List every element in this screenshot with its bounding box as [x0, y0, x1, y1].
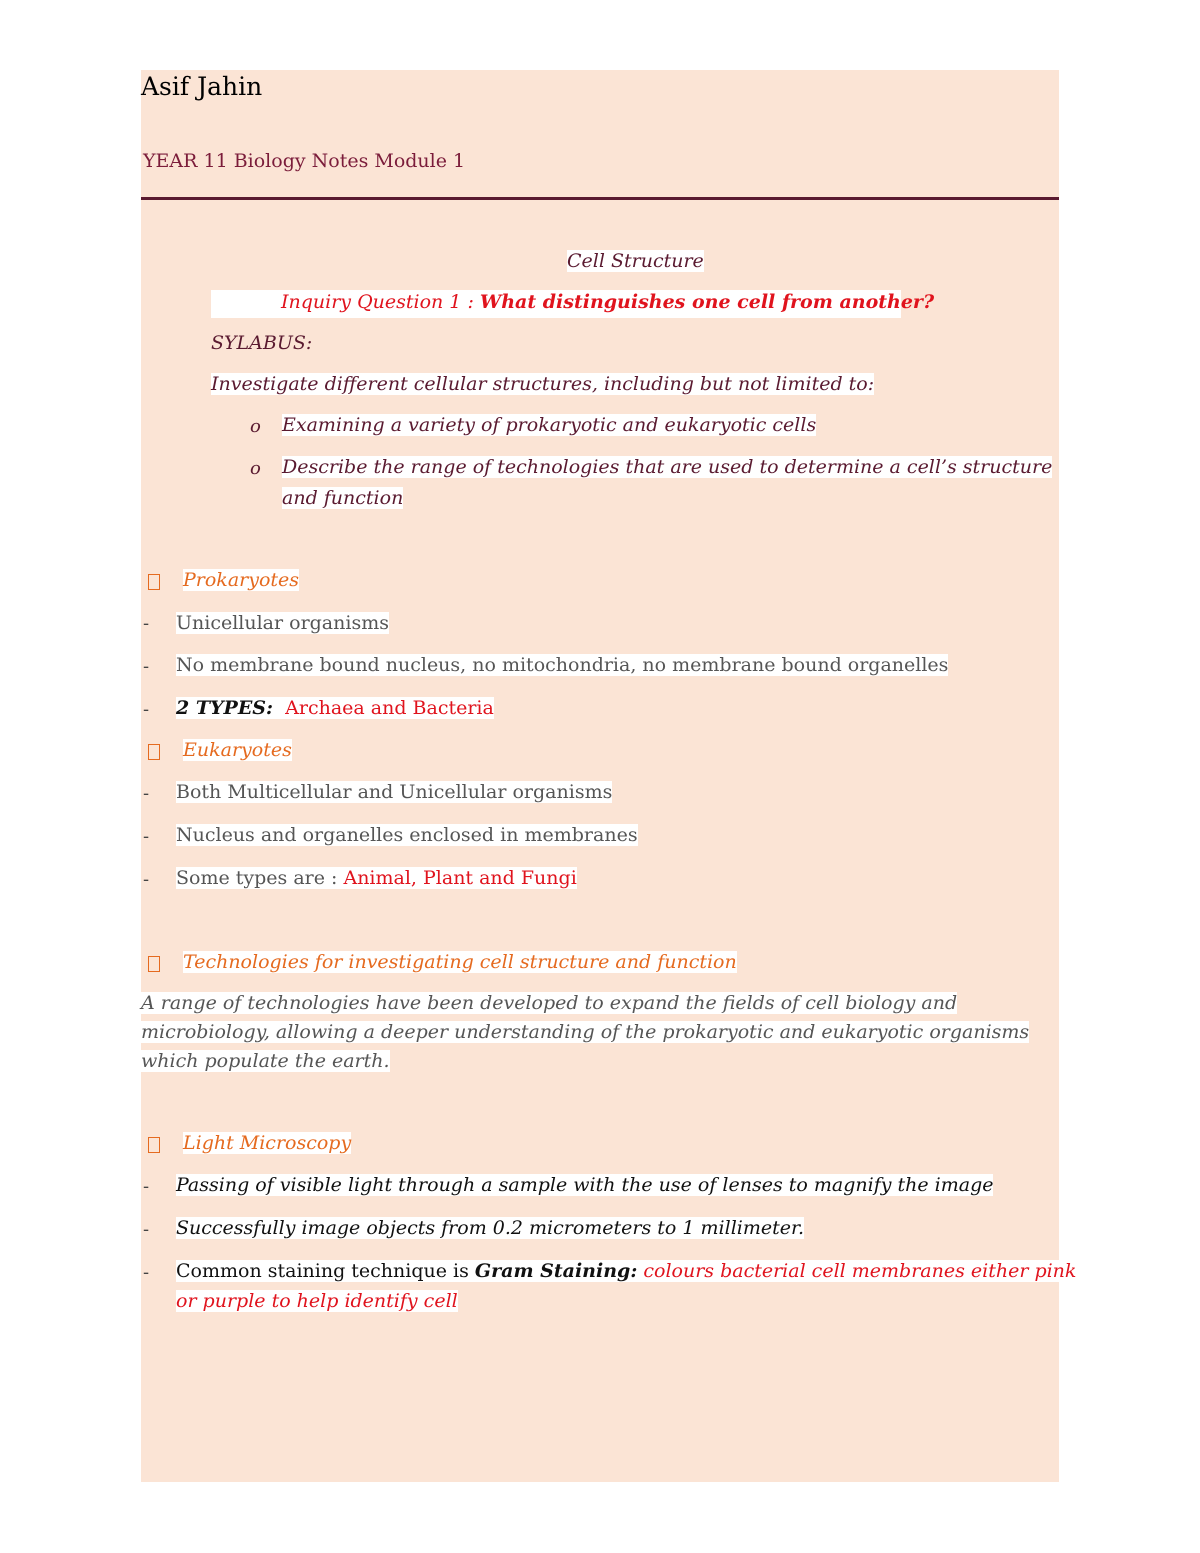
eukaryote-types-label: Some types are : — [176, 867, 344, 889]
section-box-icon — [148, 956, 160, 972]
dash-marker: - — [143, 656, 150, 677]
prokaryotes-item-3 — [176, 697, 494, 719]
section-box-icon — [148, 1137, 160, 1153]
section-title: Cell Structure — [567, 250, 704, 272]
technologies-para-line-1: A range of technologies have been developed to expand the fields of cell biology and — [141, 992, 958, 1014]
bullet-marker: o — [250, 416, 261, 437]
eukaryotes-item-2: Nucleus and organelles enclosed in membranes — [176, 824, 638, 846]
dash-marker: - — [143, 613, 150, 634]
light-microscopy-heading: Light Microscopy — [183, 1132, 352, 1154]
section-box-icon — [148, 574, 160, 590]
inquiry-label: Inquiry Question 1 : — [281, 291, 480, 313]
light-microscopy-item-3 — [176, 1260, 1076, 1282]
dash-marker: - — [143, 1219, 150, 1240]
light-microscopy-item-1: Passing of visible light through a sample with the use of lenses to magnify the image — [176, 1174, 994, 1196]
dash-marker: - — [143, 1262, 150, 1283]
syllabus-intro: Investigate different cellular structures, including but not limited to: — [211, 373, 875, 395]
types-value: Archaea and Bacteria — [285, 697, 494, 719]
syllabus-bullet-2-cont: and function — [282, 487, 404, 509]
staining-prefix: Common staining technique is — [176, 1260, 475, 1282]
dash-marker: - — [143, 869, 150, 890]
technologies-heading: Technologies for investigating cell structure and function — [183, 951, 737, 973]
staining-description-cont: or purple to help identify cell — [176, 1290, 458, 1312]
staining-description: colours bacterial cell membranes either pink — [637, 1260, 1077, 1282]
prokaryotes-heading: Prokaryotes — [183, 569, 300, 591]
document-subtitle: YEAR 11 Biology Notes Module 1 — [143, 150, 466, 172]
section-box-icon — [148, 744, 160, 760]
eukaryotes-item-1: Both Multicellular and Unicellular organisms — [176, 781, 613, 803]
eukaryotes-heading: Eukaryotes — [183, 739, 292, 761]
dash-marker: - — [143, 826, 150, 847]
dash-marker: - — [143, 699, 150, 720]
prokaryotes-item-2: No membrane bound nucleus, no mitochondria, no membrane bound organelles — [176, 654, 949, 676]
syllabus-bullet-1: Examining a variety of prokaryotic and eukaryotic cells — [282, 414, 817, 436]
staining-name: Gram Staining: — [474, 1260, 638, 1282]
dash-marker: - — [143, 783, 150, 804]
dash-marker: - — [143, 1176, 150, 1197]
bullet-marker: o — [250, 458, 261, 479]
author-name: Asif Jahin — [141, 72, 263, 101]
technologies-para-line-3: which populate the earth. — [141, 1050, 390, 1072]
technologies-para-line-2: microbiology, allowing a deeper understanding of the prokaryotic and eukaryotic organisms — [141, 1021, 1030, 1043]
light-microscopy-item-2: Successfully image objects from 0.2 micrometers to 1 millimeter. — [176, 1217, 805, 1239]
syllabus-bullet-2: Describe the range of technologies that are used to determine a cell’s structure — [282, 456, 1053, 478]
header-divider — [141, 197, 1059, 200]
eukaryotes-item-3 — [176, 867, 577, 889]
inquiry-line — [211, 290, 935, 318]
eukaryote-types-value: Animal, Plant and Fungi — [343, 867, 577, 889]
syllabus-label: SYLABUS: — [211, 332, 313, 354]
types-label: 2 TYPES: — [176, 697, 274, 719]
inquiry-question: What distinguishes one cell from another? — [479, 291, 935, 313]
prokaryotes-item-1: Unicellular organisms — [176, 612, 389, 634]
